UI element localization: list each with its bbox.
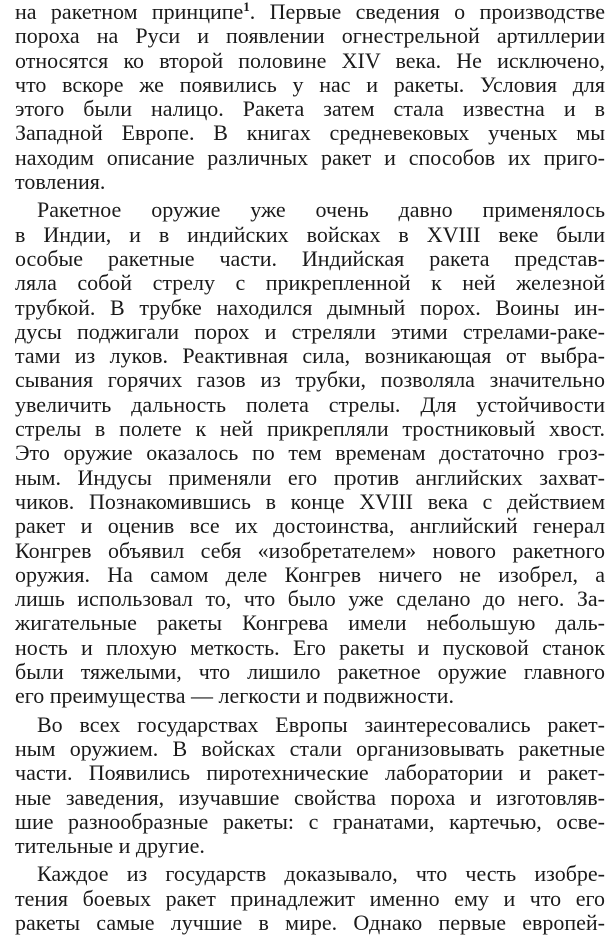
text-line <box>15 49 605 73</box>
line-text: ность и плохую меткость. Его ракеты и пусковой станок <box>15 634 605 660</box>
paragraph <box>15 0 605 194</box>
text-line <box>15 97 605 121</box>
text-line <box>15 198 605 222</box>
text-line <box>15 271 605 295</box>
paragraph <box>15 862 605 935</box>
line-text: ракет и оценив все их достоинства, английский генерал <box>15 513 605 539</box>
line-text: Во всех государствах Европы заинтересовались ракет- <box>37 711 605 737</box>
line-text: его преимущества — легкости и подвижности. <box>15 683 454 709</box>
text-line <box>15 417 605 441</box>
text-line <box>15 441 605 465</box>
text-line <box>15 587 605 611</box>
paragraph <box>15 713 605 859</box>
line-text: Западной Европе. В книгах средневековых ученых мы <box>15 120 605 146</box>
text-line <box>15 636 605 660</box>
line-text: ракеты самые лучшие в мире. Однако первые европей- <box>15 909 605 935</box>
text-line <box>15 368 605 392</box>
line-text: находим описание различных ракет и способов их приго- <box>15 144 605 170</box>
text-line <box>15 862 605 886</box>
line-text: этого были налицо. Ракета затем стала известна и в <box>15 96 605 122</box>
line-text-continued: . Первые сведения о производстве <box>249 0 605 24</box>
line-text: были тяжелыми, что лишило ракетное оружие главного <box>15 659 605 685</box>
text-line <box>15 786 605 810</box>
line-text: в Индии, и в индийских войсках в XVIII веке были <box>15 221 605 247</box>
text-line <box>15 121 605 145</box>
text-line <box>15 490 605 514</box>
line-text: Ракетное оружие уже очень давно применялось <box>37 197 605 223</box>
text-line <box>15 810 605 834</box>
text-line <box>15 170 605 194</box>
line-text: ным. Индусы применяли его против английских захват- <box>15 464 605 490</box>
line-text: сывания горячих газов из трубки, позволяла значительно <box>15 367 605 393</box>
line-text: относятся ко второй половине XIV века. Не исключено, <box>15 47 605 73</box>
text-line <box>15 713 605 737</box>
line-text: части. Появились пиротехнические лаборатории и ракет- <box>15 760 605 786</box>
text-line <box>15 296 605 320</box>
line-text: оружия. На самом деле Конгрев ничего не изобрел, а <box>15 561 605 587</box>
line-text: тительные и другие. <box>15 833 205 859</box>
line-text: дусы поджигали порох и стреляли этими стрелами-раке- <box>15 318 605 344</box>
text-line <box>15 887 605 911</box>
line-text: Каждое из государств доказывало, что честь изобре- <box>37 861 605 887</box>
line-text: шие разнообразные ракеты: с гранатами, картечью, осве- <box>15 808 605 834</box>
text-line <box>15 911 605 935</box>
text-line <box>15 539 605 563</box>
line-text: особые ракетные части. Индийская ракета представ- <box>15 245 605 271</box>
line-text: Это оружие оказалось по тем временам достаточно гроз- <box>15 440 605 466</box>
footnote-marker[interactable]: 1 <box>243 0 250 14</box>
text-line <box>15 611 605 635</box>
text-line <box>15 223 605 247</box>
line-text: тами из луков. Реактивная сила, возникающая от выбра- <box>15 343 605 369</box>
line-text: жигательные ракеты Конгрева имели небольшую даль- <box>15 610 605 636</box>
text-line <box>15 247 605 271</box>
text-line <box>15 393 605 417</box>
line-text: что вскоре же появились у нас и ракеты. Условия для <box>15 71 605 97</box>
line-text: пороха на Руси и появлении огнестрельной артиллерии <box>15 23 605 49</box>
line-text: ляла собой стрелу с прикрепленной к ней железной <box>15 270 605 296</box>
line-text: лишь использовал то, что было уже сделано до него. За- <box>15 586 605 612</box>
text-line <box>15 660 605 684</box>
text-line <box>15 0 605 24</box>
body-text <box>15 0 605 935</box>
line-text: товления. <box>15 169 106 195</box>
text-line <box>15 320 605 344</box>
line-text: ным оружием. В войсках стали организовывать ракетные <box>15 735 605 761</box>
text-line <box>15 563 605 587</box>
line-text: Конгрев объявил себя «изобретателем» нового ракетного <box>15 537 605 563</box>
line-text: чиков. Познакомившись в конце XVIII века с действием <box>15 488 605 514</box>
text-line <box>15 684 605 708</box>
line-text: увеличить дальность полета стрелы. Для устойчивости <box>15 391 605 417</box>
line-text: тения боевых ракет принадлежит именно ему и что его <box>15 885 605 911</box>
text-line <box>15 761 605 785</box>
paragraph <box>15 198 605 708</box>
book-page <box>15 0 605 935</box>
text-line <box>15 514 605 538</box>
line-text: на ракетном принципе <box>15 0 244 24</box>
text-line <box>15 146 605 170</box>
text-line <box>15 466 605 490</box>
line-text: стрелы в полете к ней прикрепляли тростниковый хвост. <box>15 416 605 442</box>
text-line <box>15 834 605 858</box>
line-text: ные заведения, изучавшие свойства пороха и изготовляв- <box>15 784 605 810</box>
text-line <box>15 24 605 48</box>
text-line <box>15 73 605 97</box>
line-text: трубкой. В трубке находился дымный порох. Воины ин- <box>15 294 605 320</box>
text-line <box>15 737 605 761</box>
text-line <box>15 344 605 368</box>
